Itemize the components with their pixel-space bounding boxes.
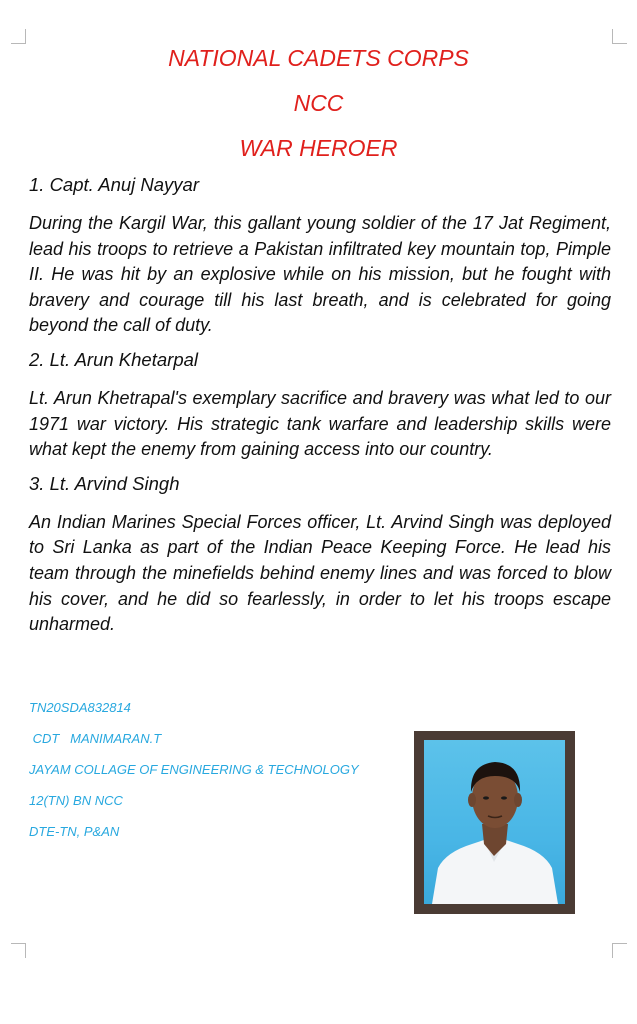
crop-mark-bottom-right [612, 943, 627, 958]
hero-3-name: 3. Lt. Arvind Singh [29, 472, 180, 494]
heroes-section [29, 174, 611, 638]
hero-1-description: During the Kargil War, this gallant young soldier of the 17 Jat Regiment, lead his troops to retrieve a Pakistan infiltrated key mountain top, Pimple II. He was hit by an explosive while on his mission, but he fought with bravery and courage till his last breath, and is celebrated for going beyond the call of duty. [29, 213, 611, 336]
cadet-name: CDT MANIMARAN.T [29, 731, 162, 746]
crop-mark-bottom-left [11, 943, 26, 958]
cadet-portrait-illustration [424, 740, 565, 904]
hero-2-description: Lt. Arun Khetrapal's exemplary sacrifice and bravery was what led to our 1971 war victory. His strategic tank warfare and leadership skills were what kept the enemy from gaining access into our country. [29, 387, 611, 460]
title-war-heroes: WAR HEROER [239, 135, 398, 161]
hero-1-name: 1. Capt. Anuj Nayyar [29, 174, 200, 195]
cadet-unit: 12(TN) BN NCC [29, 793, 123, 808]
cadet-directorate: DTE-TN, P&AN [29, 824, 120, 839]
cadet-id: TN20SDA832814 [29, 700, 131, 715]
cadet-photo [424, 740, 565, 904]
cadet-college: JAYAM COLLAGE OF ENGINEERING & TECHNOLOGY [29, 762, 359, 777]
cadet-photo-frame [414, 731, 575, 914]
title-ncc: NCC [293, 90, 344, 116]
title-national-cadets-corps: NATIONAL CADETS CORPS [168, 45, 469, 71]
crop-mark-top-right [612, 29, 627, 44]
cadet-details [29, 700, 409, 855]
crop-mark-top-left [11, 29, 26, 44]
hero-2-name: 2. Lt. Arun Khetarpal [29, 348, 199, 370]
hero-3-description: An Indian Marines Special Forces officer, Lt. Arvind Singh was deployed to Sri Lanka as part of the Indian Peace Keeping Force. He lead his team through the minefields behind enemy lines and was forced to blow his cover, and he did so fearlessly, in order to let his troops escape unharmed. [29, 511, 611, 635]
